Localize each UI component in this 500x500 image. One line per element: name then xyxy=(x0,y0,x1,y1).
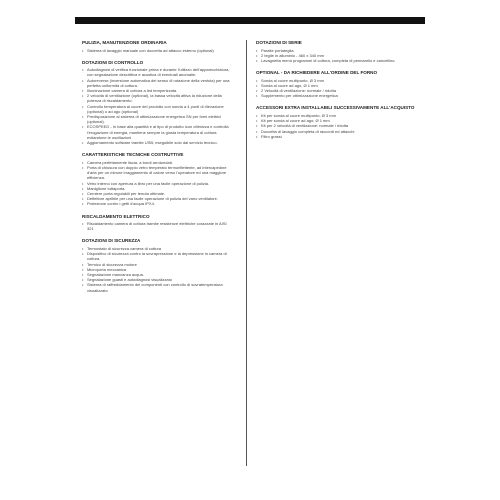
bullet-list xyxy=(82,221,232,231)
list-item: • Supplemento per ottimizzazione energetica xyxy=(256,93,416,98)
section-heading: DOTAZIONI DI CONTROLLO xyxy=(82,59,144,65)
section-heading: RISCALDAMENTO ELETTRICO xyxy=(82,213,150,219)
section-caratteristiche-tecniche-costruttive xyxy=(82,152,232,206)
list-item: • Sistema di raffreddamento dei componenti con controllo di sovratemperatura visualizzato xyxy=(82,282,232,292)
section-heading: PULIZIA, MANUTENZIONE ORDINARIA xyxy=(82,40,167,45)
section-dotazioni-di-controllo xyxy=(82,60,232,146)
list-item: • Cerniere porta regolabili per tenuta ottimale. xyxy=(82,191,232,196)
section-heading: OPTIONAL - DA RICHIEDERE ALL'ORDINE DEL FORNO xyxy=(256,70,378,76)
left-column xyxy=(82,40,232,300)
list-item: • Camera perfettamente liscia, a bordi arrotondati. xyxy=(82,160,232,165)
list-item: • Termico di sicurezza motore xyxy=(82,262,232,267)
bullet-list xyxy=(256,78,416,99)
list-item: • Riscaldamento camera di cottura tramite resistenze elettriche corazzate in AISI 321 xyxy=(82,221,232,231)
list-item: • Lavagnetta menù programmi di cottura, completa di pennarello e cancellino. xyxy=(256,58,416,63)
list-item: • Protezione contro i getti d'acqua IPX4. xyxy=(82,201,232,206)
section-heading: ACCESSORI EXTRA INSTALLABILI SUCCESSIVAMENTE ALL'ACQUISTO xyxy=(256,105,415,111)
list-item: • Sistema di lavaggio manuale con doccetta ad attacco esterno (optional) xyxy=(82,48,232,53)
list-item: • Kit per sonda al cuore multipunto; Ø 3 mm xyxy=(256,113,416,118)
bullet-list xyxy=(256,48,416,64)
section-dotazioni-di-serie xyxy=(256,40,416,63)
list-item: • Segnalazione mancanza acqua. xyxy=(82,272,232,277)
list-item: • Aggiornamento software tramite USB; eseguibile solo dal servizio tecnico. xyxy=(82,140,232,145)
bullet-list xyxy=(256,113,416,139)
section-accessori-extra-installabili-successivamente-all-acquisto xyxy=(256,105,416,139)
list-item: • Maniglione tuttaporta. xyxy=(82,186,232,191)
list-item: • Porta di chiusura con doppio vetro temperato termoriflettente, ad intercapedine d'aria per un minore irraggiamento di calore verso l'operatore ed una maggiore efficienza. xyxy=(82,165,232,181)
list-item: • Controllo temperatura al cuore del prodotto con sonda a 4 punti di rilevazione (optional) o ad ago (optional) xyxy=(82,104,232,114)
list-item: • Kit per sonda al cuore ad ago; Ø 1 mm xyxy=(256,118,416,123)
bullet-list xyxy=(82,160,232,207)
list-item: • 2 velocità di ventilazione (optional), la bassa velocità attiva la riduzione della potenza di riscaldamento. xyxy=(82,93,232,103)
list-item: • Termostato di sicurezza camera di cottura xyxy=(82,246,232,251)
list-item: • ECOSPEED - In base alla quantità e al tipo di prodotto icon ottimizza e controlla l'erogazione di energia, mantiene sempre la giusta temperatura di cottura evitandone le oscillazioni xyxy=(82,124,232,140)
list-item: • Autoreverse (inversione automatica del senso di rotazione della ventola) per una perfetta uniformità di cottura. xyxy=(82,78,232,88)
section-dotazioni-di-sicurezza xyxy=(82,238,232,292)
bullet-list xyxy=(82,67,232,145)
header-bar xyxy=(75,17,425,24)
section-heading: DOTAZIONI DI SERIE xyxy=(256,40,302,45)
list-item: • Microporta meccanica xyxy=(82,267,232,272)
list-item: • 2 teglie in alluminio - 460 x 340 mm xyxy=(256,53,416,58)
list-item: • Illuminazione camera di cottura a led temperizzata. xyxy=(82,88,232,93)
list-item: • Autodiagnosi di verifica funzionale prima e durante l'utilizzo dell'apparecchiatura, con segnalazione descrittiva e acustica di eventuali anomalie. xyxy=(82,67,232,77)
list-item: • Deflettore apribile per una facile operazione di pulizia del vano ventilatore. xyxy=(82,196,232,201)
right-column xyxy=(256,40,416,146)
section-heading: CARATTERISTICHE TECNICHE COSTRUTTIVE xyxy=(82,152,184,158)
section-pulizia-manutenzione-ordinaria xyxy=(82,40,232,53)
list-item: • Dispositivo di sicurezza contro la sovrapressione e la depressione in camera di cottura. xyxy=(82,251,232,261)
list-item: • Doccetta di lavaggio completa di raccordi ed attacchi xyxy=(256,129,416,134)
bullet-list xyxy=(82,48,232,53)
list-item: • Paratie portateglia. xyxy=(256,48,416,53)
column-divider xyxy=(246,40,247,466)
section-riscaldamento-elettrico xyxy=(82,214,232,232)
list-item: • Vetro interno con apertura a libro per una facile operazione di pulizia. xyxy=(82,181,232,186)
list-item: • Sonda al cuore ad ago, Ø 1 mm xyxy=(256,83,416,88)
list-item: • 2 Velocità di ventilazione: normale / ridotta xyxy=(256,88,416,93)
section-optional-da-richiedere-all-ordine-del-forno xyxy=(256,70,416,98)
list-item: • Filtro grassi xyxy=(256,134,416,139)
list-item: • Segnalazione guasti e autodiagnosi visualizzato xyxy=(82,277,232,282)
list-item: • Sonda al cuore multipunto, Ø 3 mm xyxy=(256,78,416,83)
section-heading: DOTAZIONI DI SICUREZZA xyxy=(82,238,141,244)
bullet-list xyxy=(82,246,232,293)
list-item: • Kit per 2 velocità di ventilazione: normale / ridotta xyxy=(256,123,416,128)
list-item: • Predisposizione al sistema di ottimizzazione energetica SN per forni elettrici (optional). xyxy=(82,114,232,124)
